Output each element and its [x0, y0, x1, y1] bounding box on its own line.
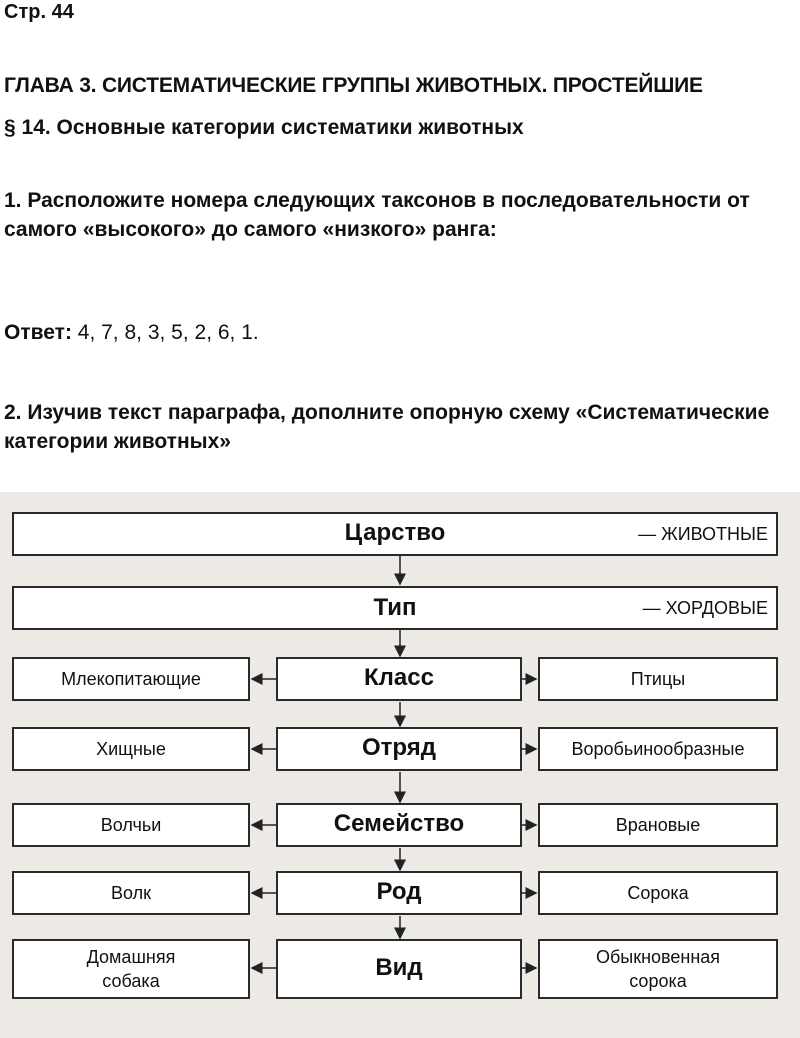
- species-right-text: Обыкновенная сорока: [595, 947, 721, 991]
- answer-line: [4, 318, 259, 347]
- class-left-box: [12, 657, 250, 701]
- phylum-value: — ХОРДОВЫЕ: [642, 598, 768, 618]
- order-right-box: [538, 727, 778, 771]
- family-label: Семейство: [333, 810, 465, 837]
- class-right-box: [538, 657, 778, 701]
- taxonomy-diagram: [0, 492, 800, 1038]
- order-right-text: Воробьинообразные: [571, 739, 745, 759]
- genus-right-text: Сорока: [627, 883, 689, 903]
- page-number: Стр. 44: [4, 1, 74, 23]
- question-2: 2. Изучив текст параграфа, дополните опорную схему «Систематические категории животных»: [4, 401, 770, 453]
- genus-label: Род: [376, 878, 422, 905]
- species-right-box: [538, 939, 778, 999]
- order-box: [276, 727, 522, 771]
- family-right-text: Врановые: [615, 815, 701, 835]
- family-right-box: [538, 803, 778, 847]
- genus-box: [276, 871, 522, 915]
- phylum-box: [12, 586, 778, 630]
- kingdom-value: — ЖИВОТНЫЕ: [638, 524, 768, 544]
- family-left-text: Волчьи: [100, 815, 162, 835]
- answer-label: Ответ:: [4, 321, 72, 344]
- class-left-text: Млекопитающие: [61, 669, 201, 689]
- order-left-box: [12, 727, 250, 771]
- class-label: Класс: [364, 664, 434, 691]
- class-right-text: Птицы: [630, 669, 686, 689]
- kingdom-label: Царство: [344, 519, 446, 546]
- genus-left-text: Волк: [111, 883, 151, 903]
- family-box: [276, 803, 522, 847]
- question-1: 1. Расположите номера следующих таксонов в последовательности от самого «высокого» до самого «низкого» ранга:: [4, 189, 750, 241]
- class-box: [276, 657, 522, 701]
- paragraph-title: § 14. Основные категории систематики животных: [4, 116, 524, 139]
- answer-value: 4, 7, 8, 3, 5, 2, 6, 1.: [77, 321, 259, 344]
- chapter-title: ГЛАВА 3. СИСТЕМАТИЧЕСКИЕ ГРУППЫ ЖИВОТНЫХ. ПРОСТЕЙШИЕ: [4, 74, 703, 97]
- species-label: Вид: [375, 954, 423, 981]
- phylum-label: Тип: [373, 594, 417, 621]
- kingdom-box: [12, 512, 778, 556]
- genus-right-box: [538, 871, 778, 915]
- species-left-box: [12, 939, 250, 999]
- species-box: [276, 939, 522, 999]
- genus-left-box: [12, 871, 250, 915]
- order-label: Отряд: [361, 734, 436, 761]
- species-left-text: Домашняя собака: [86, 947, 176, 991]
- order-left-text: Хищные: [96, 739, 166, 759]
- family-left-box: [12, 803, 250, 847]
